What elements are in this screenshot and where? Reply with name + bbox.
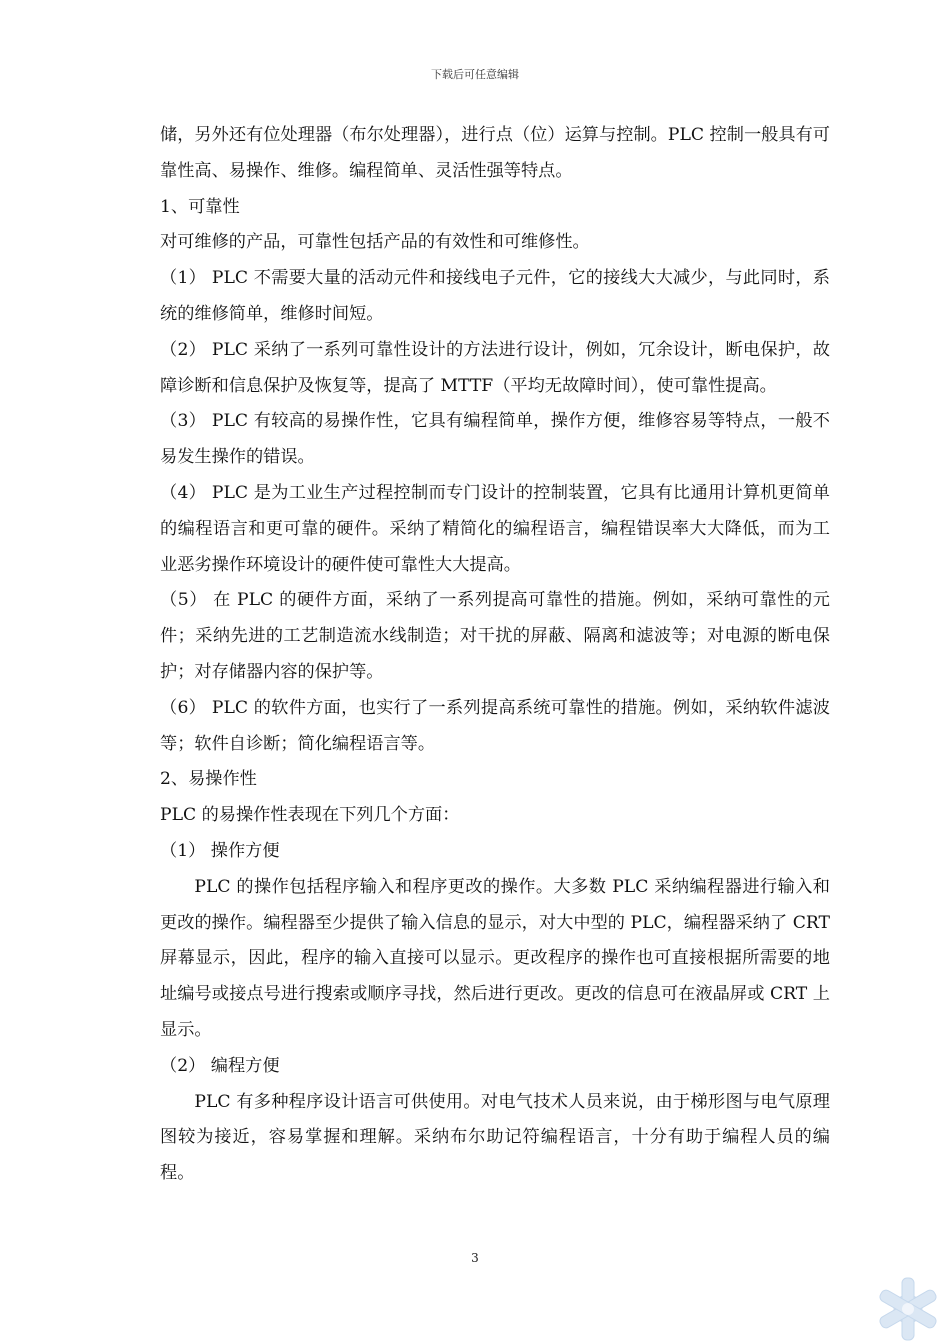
paragraph: 对可维修的产品，可靠性包括产品的有效性和可维修性。 <box>160 232 590 253</box>
paragraph: PLC 有多种程序设计语言可供使用。对电气技术人员来说，由于梯形图与电气原理图较为接近，容易掌握和理解。采纳布尔助记符编程语言，十分有助于编程人员的编程。 <box>160 1091 830 1184</box>
snowflake-watermark-icon <box>872 1276 944 1342</box>
subheading: （2） 编程方便 <box>160 1055 280 1076</box>
subheading: （1） 操作方便 <box>160 840 280 861</box>
list-item: （3） PLC 有较高的易操作性，它具有编程简单，操作方便，维修容易等特点，一般不易发生操作的错误。 <box>160 411 830 468</box>
paragraph: 储，另外还有位处理器（布尔处理器），进行点（位）运算与控制。PLC 控制一般具有可靠性高、易操作、维修。编程简单、灵活性强等特点。 <box>160 125 830 181</box>
list-item: （5） 在 PLC 的硬件方面，采纳了一系列提高可靠性的措施。例如，采纳可靠性的元件；采纳先进的工艺制造流水线制造；对干扰的屏蔽、隔离和滤波等；对电源的断电保护；对存储器内容的保护等。 <box>160 590 830 682</box>
list-item: （4） PLC 是为工业生产过程控制而专门设计的控制装置，它具有比通用计算机更简单的编程语言和更可靠的硬件。采纳了精简化的编程语言，编程错误率大大降低，而为工业恶劣操作环境设计的硬件使可靠性大大提高。 <box>160 482 830 575</box>
list-item: （1） PLC 不需要大量的活动元件和接线电子元件，它的接线大大减少，与此同时，系统的维修简单，维修时间短。 <box>160 268 830 324</box>
list-item: （6） PLC 的软件方面，也实行了一系列提高系统可靠性的措施。例如，采纳软件滤波等；软件自诊断；简化编程语言等。 <box>160 697 830 754</box>
paragraph: PLC 的操作包括程序输入和程序更改的操作。大多数 PLC 采纳编程器进行输入和更改的操作。编程器至少提供了输入信息的显示，对大中型的 PLC，编程器采纳了 CRT 屏幕显示，因此，程序的输入直接可以显示。更改程序的操作也可直接根据所需要的地址编号或接点号进行搜索或顺序寻找，然后进行更改。更改的信息可在液晶屏或 CRT 上显示。 <box>160 876 830 1040</box>
section-heading: 1、可靠性 <box>160 196 240 217</box>
section-heading: 2、易操作性 <box>160 769 257 790</box>
page-header: 下载后可任意编辑 <box>431 68 519 81</box>
page-number: 3 <box>471 1251 479 1265</box>
list-item: （2） PLC 采纳了一系列可靠性设计的方法进行设计，例如，冗余设计，断电保护，故障诊断和信息保护及恢复等，提高了 MTTF（平均无故障时间），使可靠性提高。 <box>160 339 830 396</box>
document-body <box>160 118 830 1192</box>
paragraph: PLC 的易操作性表现在下列几个方面： <box>160 805 460 826</box>
